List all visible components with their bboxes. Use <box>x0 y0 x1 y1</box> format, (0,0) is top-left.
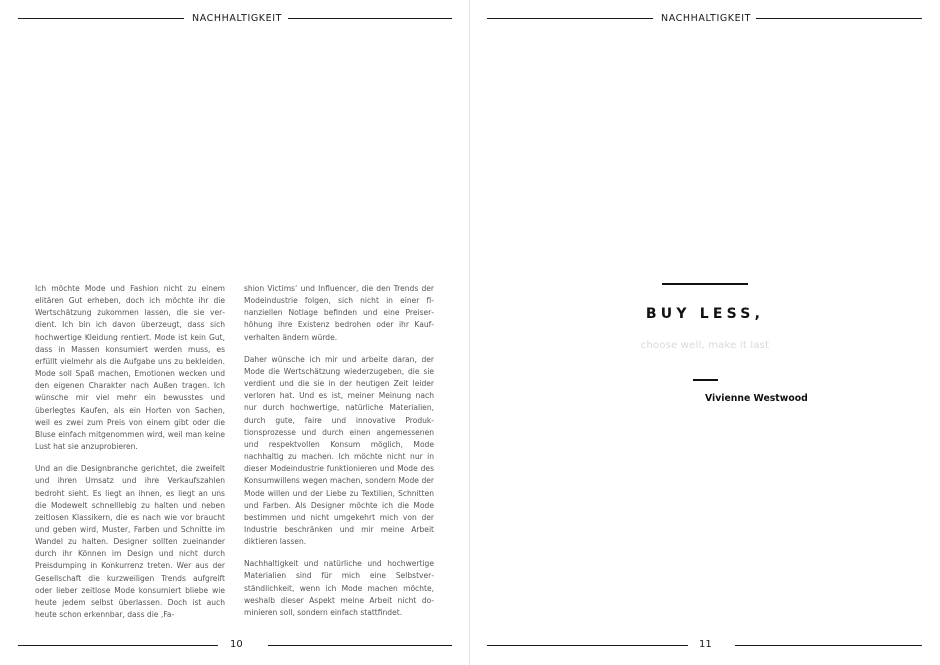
header-rule-right <box>756 18 922 19</box>
quote-subtitle: choose well, make it last <box>640 340 770 351</box>
header-rule-left <box>487 18 653 19</box>
section-label: NACHHALTIGKEIT <box>661 13 752 24</box>
quote-top-bar <box>662 283 748 285</box>
footer-rule-left <box>487 645 688 646</box>
text-column-2 <box>244 283 434 629</box>
paragraph: shion Victims‘ und Influencer, die den Trends der Modeindustrie folgen, sich nicht in einer finanziellen Notlage befinden und eine Preiserhöhung ihre Existenz bedrohen oder ihr Kaufverhalten ändern würde. <box>244 284 434 342</box>
paragraph: Nachhaltigkeit und natürliche und hochwertige Materialien sind für mich eine Selbstverständlichkeit, wenn ich Mode machen möchte, weshalb dieser Aspekt meine Arbeit nicht dominieren soll, sondern einfach stattfindet. <box>244 559 434 617</box>
footer-rule-left <box>18 645 218 646</box>
quote-author: Vivienne Westwood <box>705 393 808 404</box>
paragraph: Daher wünsche ich mir und arbeite daran, der Mode die Wertschätzung wiederzugeben, die sie verdient und die sie in der heutigen Zeit leider verloren hat. Und es ist, meiner Meinung nach nur durch hochwertige, natürliche Materialien, durch gute, faire und innovative Produktionsprozesse und durch einen angemessenen und respektvollen Konsum möglich, Mode nachhaltig zu machen. Ich möchte nicht nur in dieser Modeindustrie funktionieren und Mode des Konsumwillens wegen machen, sondern Mode der Mode willen und der Liebe zu Textilien, Schnitten und Farben. Als Designer möchte ich die Mode bestimmen und nicht umgekehrt mich von der Industrie beschränken und mir meine Arbeit diktieren lassen. <box>244 354 434 547</box>
page-number: 11 <box>699 639 712 650</box>
footer-rule-right <box>268 645 452 646</box>
section-label: NACHHALTIGKEIT <box>192 13 283 24</box>
paragraph: Ich möchte Mode und Fashion nicht zu einem elitären Gut erheben, doch ich möchte ihr die Wertschätzung zukommen lassen, die sie verdient. Ich bin ich davon überzeugt, dass sich hochwertige Kleidung rentiert. Mode ist kein Gut, dass in Massen konsumiert werden muss, es erfüllt vielmehr als die Aufgabe uns zu bekleiden. Mode soll Spaß machen, Emotionen wecken und den eigenen Charakter nach Außen tragen. Ich wünsche mir viel mehr ein bewusstes und überlegtes Kaufen, als ein Horten von Sachen, weil es zwei zum Preis von einem gibt oder die Bluse einfach mitgenommen wird, weil man keine Lust hat sie anzuprobieren. <box>35 284 225 452</box>
right-page <box>470 0 940 665</box>
page-number: 10 <box>230 639 243 650</box>
text-column-1 <box>35 283 225 631</box>
quote-divider-bar <box>693 379 718 381</box>
quote-title: BUY LESS, <box>645 306 765 322</box>
footer-rule-right <box>735 645 922 646</box>
header-rule-right <box>288 18 452 19</box>
paragraph: Und an die Designbranche gerichtet, die zweifelt und ihren Umsatz und ihre Verkaufszahlen bedroht sieht. Es liegt an ihnen, es liegt an uns die Modewelt schnelllebig zu halten und neben zeitlosen Klassikern, die es nach wie vor braucht und geben wird, Muster, Farben und Schnitte im Wandel zu halten. Designer sollten zueinander durch ihr Können im Design und nicht durch Preisdumping in Konkurrenz treten. Wer aus der Gesellschaft die kurzweiligen Trends aufgreift oder lieber zeitlose Mode konsumiert bliebe wie heute jedem selbst überlassen. Doch ist auch heute schon erkennbar, dass die ‚Fa- <box>35 464 225 620</box>
header-rule-left <box>18 18 184 19</box>
